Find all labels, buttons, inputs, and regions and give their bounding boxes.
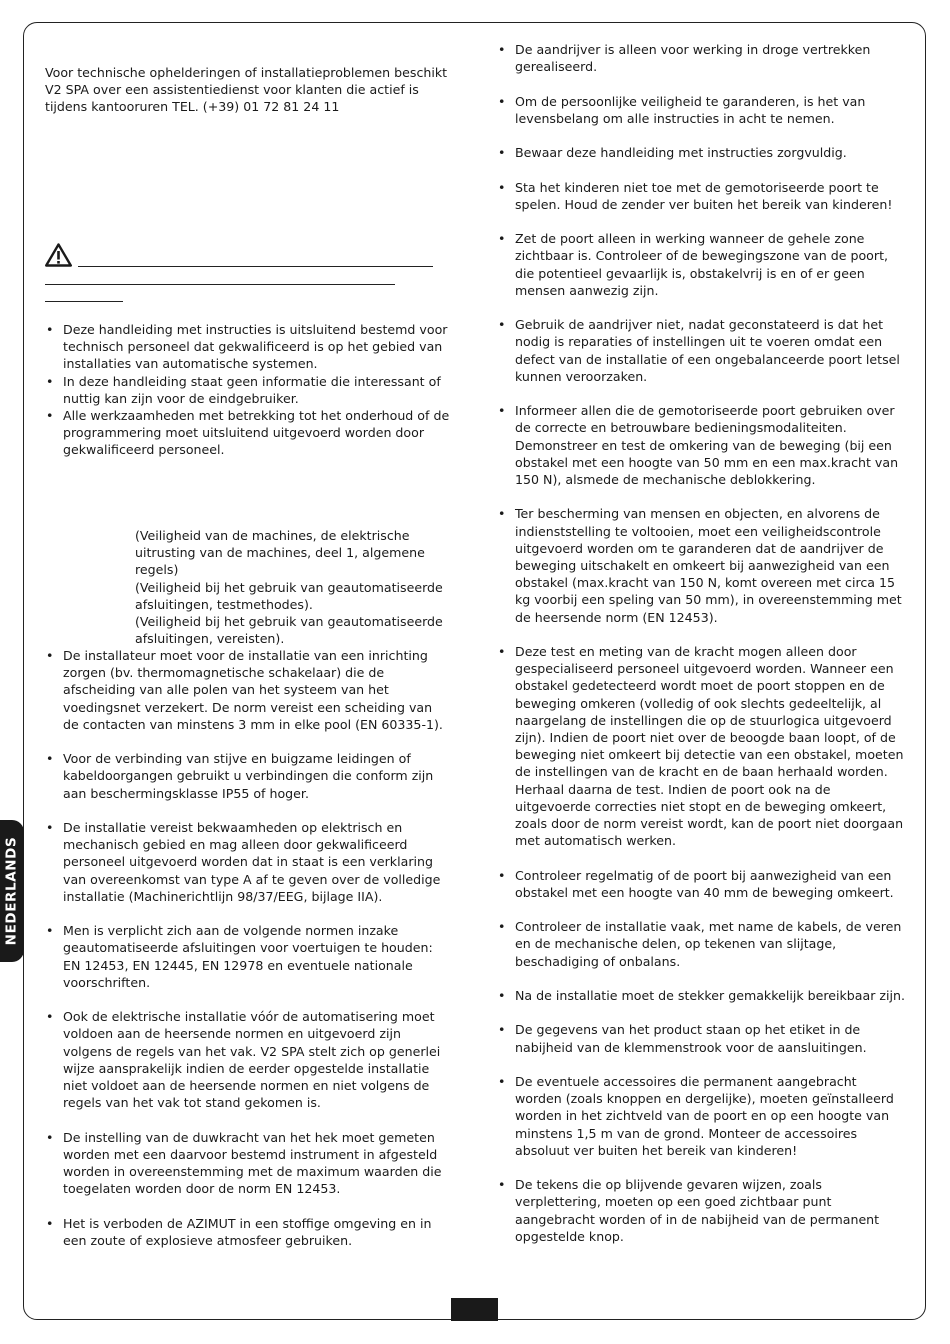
list-item: • De aandrijver is alleen voor werking in droge vertrekken gerealiseerd.	[497, 41, 907, 75]
list-item: • De installateur moet voor de installatie van een inrichting zorgen (bv. thermomagnetische schakelaar) die de afscheiding van alle polen van het systeem van het voedingsnet verzekert. De norm vereist een scheiding van de contacten van minstens 3 mm in elke pool (EN 60335-1).	[45, 647, 450, 733]
heading-rule-3	[45, 301, 123, 302]
bullet-list	[45, 647, 450, 1249]
list-item: • Bewaar deze handleiding met instructies zorgvuldig.	[497, 144, 907, 161]
list-item: • Controleer de installatie vaak, met name de kabels, de veren en de mechanische delen, op tekenen van slijtage, beschadiging of onbalans.	[497, 918, 907, 970]
left-bullets-a	[45, 321, 450, 459]
list-item: • Ter bescherming van mensen en objecten, en alvorens de indienststelling te voltooien, moet een veiligheidscontrole uitgevoerd worden om te garanderen dat de aandrijver de beweging uitschakelt en omkeert bij aanwezigheid van een obstakel (max.kracht van 150 N, komt overeen met circa 15 kg voorbij een speling van 50 mm), in overeenstemming met de heersende norm (EN 12453).	[497, 505, 907, 625]
list-item: • Controleer regelmatig of de poort bij aanwezigheid van een obstakel met een hoogte van 40 mm de beweging omkeert.	[497, 867, 907, 901]
list-item: • De eventuele accessoires die permanent aangebracht worden (zoals knoppen en dergelijke), moeten geïnstalleerd worden in het zichtveld van de poort en op een hoogte van minstens 1,5 m van de grond. Monteer de accessoires absoluut ver buiten het bereik van kinderen!	[497, 1073, 907, 1159]
right-column	[497, 41, 907, 1245]
list-item: • Deze test en meting van de kracht mogen alleen door gespecialiseerd personeel uitgevoerd worden. Wanneer een obstakel gedetecteerd wordt moet de poort stoppen en de beweging omkeren (volledig of ook slechts gedeeltelijk, al naargelang de instellingen die op de stuurlogica uitgevoerd zijn). Indien de poort niet over de beoogde baan loopt, of de beweging niet omkeert bij detectie van een obstakel, moeten de instellingen van de kracht en de baan herhaald worden. Herhaal daarna de test. Indien de poort ook na de uitgevoerde correcties niet stopt en de beweging omkeert, zoals door de norm vereist wordt, kan de poort niet doorgaan met automatisch werken.	[497, 643, 907, 849]
list-item: • Het is verboden de AZIMUT in een stoffige omgeving en in een zoute of explosieve atmosfeer gebruiken.	[45, 1215, 450, 1249]
list-item: • Zet de poort alleen in werking wanneer de gehele zone zichtbaar is. Controleer of de bewegingszone van de poort, die potentieel gevaarlijk is, obstakelvrij is en of er geen mensen aanwezig zijn.	[497, 230, 907, 299]
warning-triangle-icon	[45, 243, 72, 267]
list-item: • Deze handleiding met instructies is uitsluitend bestemd voor technisch personeel dat gekwalificeerd is op het gebied van installaties van automatische systemen.	[45, 321, 450, 373]
language-tab-label: NEDERLANDS	[3, 836, 20, 946]
list-item: • De installatie vereist bekwaamheden op elektrisch en mechanisch gebied en mag alleen door gekwalificeerd personeel uitgevoerd worden dat in staat is een verklaring van overeenkomst van type A af te geven over de volledige installatie (Machinerichtlijn 98/37/EEG, bijlage IIA).	[45, 819, 450, 905]
norms-block	[45, 527, 455, 647]
list-item: • Ook de elektrische installatie vóór de automatisering moet voldoen aan de heersende normen en uitgevoerd zijn volgens de regels van het vak. V2 SPA stelt zich op generlei wijze aansprakelijk indien de eerder opgestelde installatie niet voldoet aan de heersende normen en niet volgens de regels van het vak tot stand gekomen is.	[45, 1008, 450, 1111]
heading-rule-2	[45, 284, 395, 285]
norm-item: (Veiligheid bij het gebruik van geautomatiseerde afsluitingen, testmethodes).	[135, 579, 443, 612]
bullet-list	[497, 41, 907, 1245]
list-item: • De gegevens van het product staan op het etiket in de nabijheid van de klemmenstrook voor de aansluitingen.	[497, 1021, 907, 1055]
language-tab	[0, 820, 24, 962]
list-item: • De instelling van de duwkracht van het hek moet gemeten worden met een daarvoor bestemd instrument in afgesteld worden in overeenstemming met de maximum waarden die toegelaten worden door de norm EN 12453.	[45, 1129, 450, 1198]
left-column	[45, 64, 450, 116]
norm-item: (Veiligheid van de machines, de elektrische uitrusting van de machines, deel 1, algemene regels)	[135, 528, 425, 578]
list-item: • Na de installatie moet de stekker gemakkelijk bereikbaar zijn.	[497, 987, 907, 1004]
list-item: • In deze handleiding staat geen informatie die interessant of nuttig kan zijn voor de eindgebruiker.	[45, 373, 450, 407]
heading-rule-1	[78, 266, 433, 267]
norm-item: (Veiligheid bij het gebruik van geautomatiseerde afsluitingen, vereisten).	[135, 614, 443, 647]
list-item: • Alle werkzaamheden met betrekking tot het onderhoud of de programmering moet uitsluitend uitgevoerd worden door gekwalificeerd personeel.	[45, 407, 450, 459]
list-item: • Gebruik de aandrijver niet, nadat geconstateerd is dat het nodig is reparaties of instellingen uit te voeren omdat een defect van de installatie of een ongebalanceerde poort letsel kunnen veroorzaken.	[497, 316, 907, 385]
support-intro: Voor technische ophelderingen of installatieproblemen beschikt V2 SPA over een assistentiedienst voor klanten die actief is tijdens kantooruren TEL. (+39) 01 72 81 24 11	[45, 65, 448, 115]
page-number-box	[451, 1298, 498, 1321]
left-bullets-b	[45, 647, 450, 1249]
list-item: • Voor de verbinding van stijve en buigzame leidingen of kabeldoorgangen gebruikt u verbindingen die conform zijn aan beschermingsklasse IP55 of hoger.	[45, 750, 450, 802]
list-item: • Informeer allen die de gemotoriseerde poort gebruiken over de correcte en betrouwbare bedieningsmodaliteiten. Demonstreer en test de omkering van de beweging (bij een obstakel met een hoogte van 50 mm en een max.kracht van 150 N), alsmede de mechanische deblokkering.	[497, 402, 907, 488]
list-item: • De tekens die op blijvende gevaren wijzen, zoals verplettering, moeten op een goed zichtbaar punt aangebracht worden of in de nabijheid van de permanent opgestelde knop.	[497, 1176, 907, 1245]
list-item: • Men is verplicht zich aan de volgende normen inzake geautomatiseerde afsluitingen voor voertuigen te houden: EN 12453, EN 12445, EN 12978 en eventuele nationale voorschriften.	[45, 922, 450, 991]
norm-descriptions	[135, 527, 455, 647]
list-item: • Om de persoonlijke veiligheid te garanderen, is het van levensbelang om alle instructies in acht te nemen.	[497, 93, 907, 127]
list-item: • Sta het kinderen niet toe met de gemotoriseerde poort te spelen. Houd de zender ver buiten het bereik van kinderen!	[497, 179, 907, 213]
bullet-list	[45, 321, 450, 459]
